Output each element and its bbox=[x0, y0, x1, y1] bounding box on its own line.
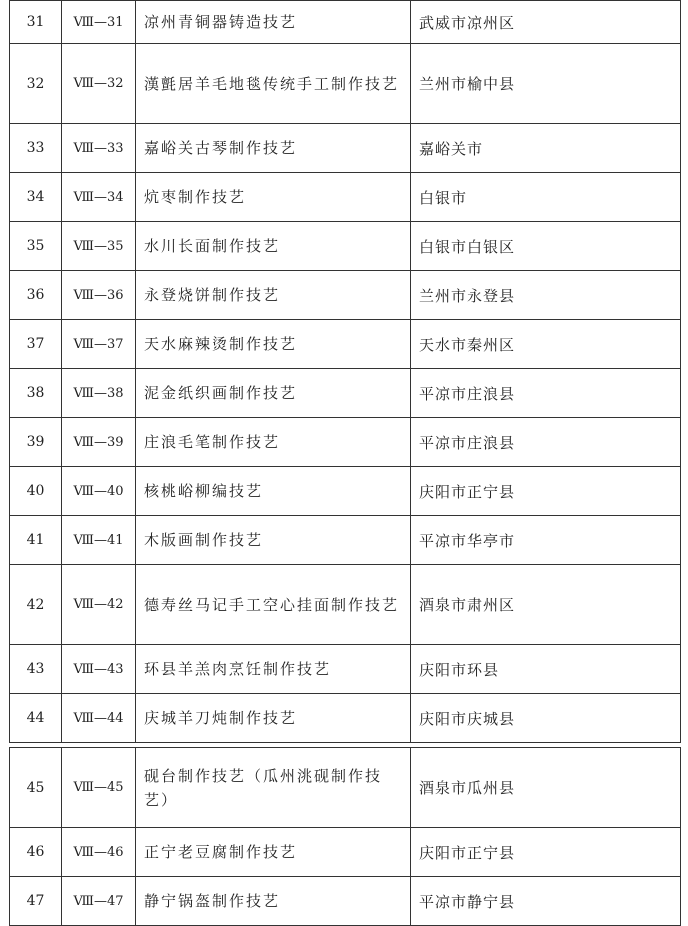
item-name: 德寿丝马记手工空心挂面制作技艺 bbox=[136, 565, 411, 645]
item-code: Ⅷ—47 bbox=[62, 877, 136, 926]
item-location: 平凉市庄浪县 bbox=[411, 418, 681, 467]
table-row bbox=[10, 565, 681, 645]
item-name: 砚台制作技艺（瓜州洮砚制作技艺） bbox=[136, 748, 411, 828]
row-number: 45 bbox=[10, 748, 62, 828]
table-row bbox=[10, 1, 681, 44]
item-code: Ⅷ—40 bbox=[62, 467, 136, 516]
row-number: 43 bbox=[10, 645, 62, 694]
item-name: 永登烧饼制作技艺 bbox=[136, 271, 411, 320]
row-number: 47 bbox=[10, 877, 62, 926]
table-row bbox=[10, 222, 681, 271]
item-name: 炕枣制作技艺 bbox=[136, 173, 411, 222]
heritage-list-table bbox=[9, 0, 681, 926]
item-code: Ⅷ—32 bbox=[62, 44, 136, 124]
item-code: Ⅷ—44 bbox=[62, 694, 136, 743]
item-code: Ⅷ—31 bbox=[62, 1, 136, 44]
item-location: 酒泉市瓜州县 bbox=[411, 748, 681, 828]
row-number: 42 bbox=[10, 565, 62, 645]
row-number: 44 bbox=[10, 694, 62, 743]
row-number: 39 bbox=[10, 418, 62, 467]
item-location: 庆阳市正宁县 bbox=[411, 828, 681, 877]
item-code: Ⅷ—45 bbox=[62, 748, 136, 828]
item-name: 木版画制作技艺 bbox=[136, 516, 411, 565]
item-location: 庆阳市正宁县 bbox=[411, 467, 681, 516]
row-number: 35 bbox=[10, 222, 62, 271]
item-code: Ⅷ—35 bbox=[62, 222, 136, 271]
table-row bbox=[10, 173, 681, 222]
table-row bbox=[10, 320, 681, 369]
row-number: 33 bbox=[10, 124, 62, 173]
row-number: 37 bbox=[10, 320, 62, 369]
row-number: 36 bbox=[10, 271, 62, 320]
item-location: 兰州市榆中县 bbox=[411, 44, 681, 124]
table-row bbox=[10, 418, 681, 467]
item-location: 平凉市静宁县 bbox=[411, 877, 681, 926]
item-location: 庆阳市庆城县 bbox=[411, 694, 681, 743]
row-number: 40 bbox=[10, 467, 62, 516]
item-name: 正宁老豆腐制作技艺 bbox=[136, 828, 411, 877]
table-row bbox=[10, 467, 681, 516]
row-number: 32 bbox=[10, 44, 62, 124]
item-code: Ⅷ—43 bbox=[62, 645, 136, 694]
item-location: 天水市秦州区 bbox=[411, 320, 681, 369]
row-number: 38 bbox=[10, 369, 62, 418]
item-name: 凉州青铜器铸造技艺 bbox=[136, 1, 411, 44]
item-name: 水川长面制作技艺 bbox=[136, 222, 411, 271]
table-row bbox=[10, 645, 681, 694]
table-row bbox=[10, 516, 681, 565]
item-code: Ⅷ—33 bbox=[62, 124, 136, 173]
item-code: Ⅷ—39 bbox=[62, 418, 136, 467]
item-name: 漢氈居羊毛地毯传统手工制作技艺 bbox=[136, 44, 411, 124]
item-location: 平凉市庄浪县 bbox=[411, 369, 681, 418]
item-code: Ⅷ—46 bbox=[62, 828, 136, 877]
item-location: 武威市凉州区 bbox=[411, 1, 681, 44]
item-name: 庆城羊刀炖制作技艺 bbox=[136, 694, 411, 743]
item-name: 静宁锅盔制作技艺 bbox=[136, 877, 411, 926]
table-row bbox=[10, 694, 681, 743]
item-location: 白银市白银区 bbox=[411, 222, 681, 271]
item-code: Ⅷ—42 bbox=[62, 565, 136, 645]
item-location: 白银市 bbox=[411, 173, 681, 222]
table-row bbox=[10, 877, 681, 926]
item-code: Ⅷ—41 bbox=[62, 516, 136, 565]
item-name: 泥金纸织画制作技艺 bbox=[136, 369, 411, 418]
item-code: Ⅷ—38 bbox=[62, 369, 136, 418]
table-row bbox=[10, 124, 681, 173]
row-number: 46 bbox=[10, 828, 62, 877]
table-row bbox=[10, 748, 681, 828]
item-name: 天水麻辣烫制作技艺 bbox=[136, 320, 411, 369]
table-row bbox=[10, 44, 681, 124]
item-code: Ⅷ—34 bbox=[62, 173, 136, 222]
item-name: 环县羊羔肉烹饪制作技艺 bbox=[136, 645, 411, 694]
item-location: 平凉市华亭市 bbox=[411, 516, 681, 565]
item-name: 庄浪毛笔制作技艺 bbox=[136, 418, 411, 467]
item-name: 核桃峪柳编技艺 bbox=[136, 467, 411, 516]
item-code: Ⅷ—36 bbox=[62, 271, 136, 320]
item-location: 庆阳市环县 bbox=[411, 645, 681, 694]
row-number: 41 bbox=[10, 516, 62, 565]
row-number: 31 bbox=[10, 1, 62, 44]
table-row bbox=[10, 369, 681, 418]
item-location: 嘉峪关市 bbox=[411, 124, 681, 173]
item-name: 嘉峪关古琴制作技艺 bbox=[136, 124, 411, 173]
item-location: 兰州市永登县 bbox=[411, 271, 681, 320]
table-row bbox=[10, 271, 681, 320]
item-location: 酒泉市肃州区 bbox=[411, 565, 681, 645]
row-number: 34 bbox=[10, 173, 62, 222]
table-row bbox=[10, 828, 681, 877]
item-code: Ⅷ—37 bbox=[62, 320, 136, 369]
